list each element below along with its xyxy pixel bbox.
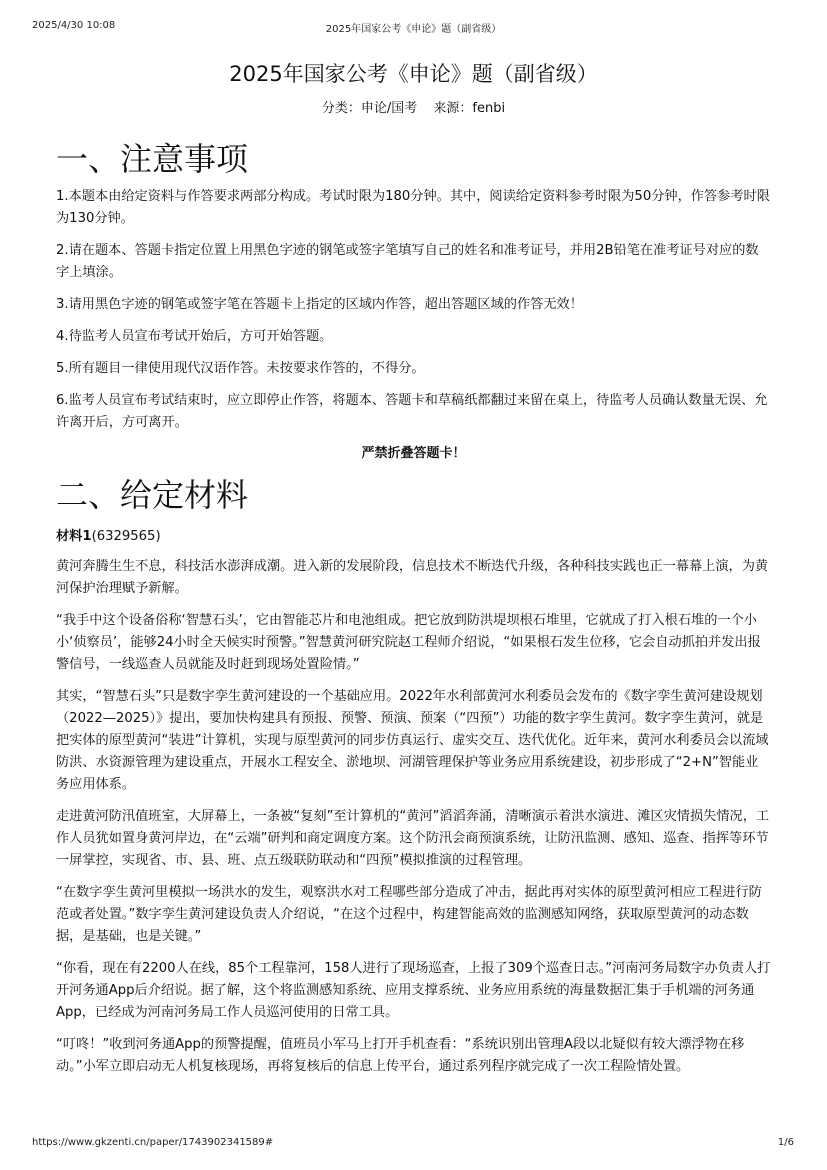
- material-paragraph: “在数字孪生黄河里模拟一场洪水的发生，观察洪水对工程哪些部分造成了冲击，据此再对实体的原型黄河相应工程进行防范或者处置。”数字孪生黄河建设负责人介绍说，“在这个过程中，构建智能高效的监测感知网络，获取原型黄河的动态数据，是基础，也是关键。”: [56, 885, 762, 944]
- print-footer: [0, 1137, 827, 1151]
- notice-item: 5.所有题目一律使用现代汉语作答。未按要求作答的，不得分。: [56, 361, 425, 376]
- print-url: https://www.gkzenti.cn/paper/1743902341589#: [32, 1137, 274, 1148]
- document-meta: [56, 100, 771, 118]
- print-datetime: 2025/4/30 10:08: [32, 20, 116, 31]
- page-number: 1/6: [777, 1137, 794, 1148]
- notice-item: 1.本题本由给定资料与作答要求两部分构成。考试时限为180分钟。其中，阅读给定资料参考时限为50分钟，作答参考时限为130分钟。: [56, 189, 770, 226]
- material-paragraph: “你看，现在有2200人在线，85个工程靠河，158人进行了现场巡查，上报了309个巡查日志。”河南河务局数字办负责人打开河务通App后介绍说。据了解，这个将监测感知系统、应用支撑系统、业务应用系统的海量数据汇集于手机端的河务通App，已经成为河南河务局工作人员巡河使用的日常工具。: [56, 961, 771, 1020]
- materials-heading: 二、给定材料: [56, 476, 249, 514]
- material-paragraph: 其实，“智慧石头”只是数字孪生黄河建设的一个基础应用。2022年水利部黄河水利委员会发布的《数字孪生黄河建设规划（2022—2025）》提出，要加快构建具有预报、预警、预演、预案（“四预”）功能的数字孪生黄河。数字孪生黄河，就是把实体的原型黄河“装进”计算机，实现与原型黄河的同步仿真运行、虚实交互、迭代优化。近年来，黄河水利委员会以流域防洪、水资源管理为建设重点，开展水工程安全、淤地坝、河湖管理保护等业务应用系统建设，初步形成了“2+N”智能业务应用体系。: [56, 689, 769, 792]
- meta-category: 分类：申论/国考: [321, 101, 418, 116]
- page-title: 2025年国家公考《申论》题（副省级）: [229, 62, 598, 86]
- material-label-title: 材料1: [56, 529, 92, 544]
- material-paragraph: “叮咚！”收到河务通App的预警提醒，值班员小军马上打开手机查看：“系统识别出管理A段以北疑似有较大漂浮物在移动。”小军立即启动无人机复核现场，再将复核后的信息上传平台，通过系列程序就完成了一次工程险情处置。: [56, 1037, 745, 1074]
- notice-section: [56, 138, 771, 464]
- notice-heading: 一、注意事项: [56, 140, 249, 178]
- print-header-title: 2025年国家公考《申论》题（副省级）: [325, 24, 502, 35]
- warning-text: 严禁折叠答题卡！: [361, 446, 466, 461]
- material-paragraph: “我手中这个设备俗称‘智慧石头’，它由智能芯片和电池组成。把它放到防洪堤坝根石堆里，它就成了打入根石堆的一个小小‘侦察员’，能够24小时全天候实时预警。”智慧黄河研究院赵工程师介绍说，“如果根石发生位移，它会自动抓拍并发出报警信号，一线巡查人员就能及时赶到现场处置险情。”: [56, 613, 761, 672]
- notice-item: 2.请在题本、答题卡指定位置上用黑色字迹的钢笔或签字笔填写自己的姓名和准考证号，并用2B铅笔在准考证号对应的数字上填涂。: [56, 243, 759, 280]
- material-label-id: (6329565): [91, 529, 161, 544]
- document-content: [56, 138, 771, 1088]
- notice-item: 4.待监考人员宣布考试开始后，方可开始答题。: [56, 329, 333, 344]
- material-paragraph: 走进黄河防汛值班室，大屏幕上，一条被“复刻”至计算机的“黄河”滔滔奔涌，清晰演示着洪水演进、滩区灾情损失情况，工作人员犹如置身黄河岸边，在“云端”研判和商定调度方案。这个防汛会商预演系统，让防汛监测、感知、巡查、指挥等环节一屏掌控，实现省、市、县、班、点五级联防联动和“四预”模拟推演的过程管理。: [56, 809, 770, 868]
- print-header: [0, 20, 827, 34]
- notice-item: 6.监考人员宣布考试结束时，应立即停止作答，将题本、答题卡和草稿纸都翻过来留在桌上，待监考人员确认数量无误、允许离开后，方可离开。: [56, 393, 768, 430]
- material-paragraph: 黄河奔腾生生不息，科技活水澎湃成潮。进入新的发展阶段，信息技术不断迭代升级，各种科技实践也正一幕幕上演，为黄河保护治理赋予新解。: [56, 559, 769, 596]
- material-label: [56, 528, 771, 546]
- notice-item: 3.请用黑色字迹的钢笔或签字笔在答题卡上指定的区域内作答，超出答题区域的作答无效！: [56, 297, 583, 312]
- materials-section: [56, 474, 771, 1078]
- meta-source: 来源：fenbi: [433, 101, 506, 116]
